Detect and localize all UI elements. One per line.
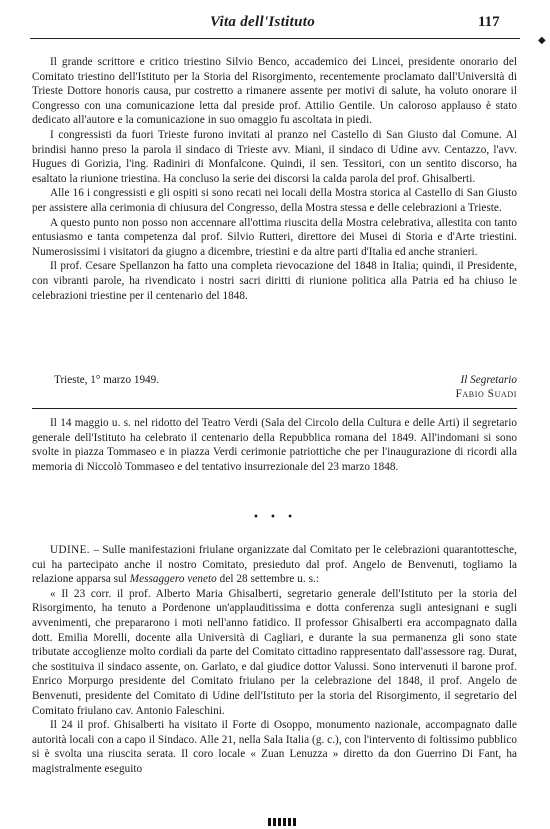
- section-divider: • • •: [252, 512, 298, 523]
- paragraph: Il 14 maggio u. s. nel ridotto del Teatro Verdi (Sala del Circolo della Cultura e delle Arti) il segretario generale dell'Istituto ha celebrato il centenario della Repubblica romana del 1849. All'indomani si sono svolte in piazza Tommaseo e in piazza Verdi cerimonie patriottiche che per l'inaugurazione di ricordi alla memoria di Niccolò Tommaseo e del tentativo insurrezionale del 23 marzo 1848.: [32, 417, 517, 473]
- signature-date: Trieste, 1° marzo 1949.: [54, 374, 160, 386]
- paragraph: Alle 16 i congressisti e gli ospiti si sono recati nei locali della Mostra storica al Castello di San Giusto per assistere alla cerimonia di chiusura del Congresso, della Mostra stessa e delle celebrazioni a Trieste.: [32, 187, 517, 214]
- paragraph: [32, 543, 517, 587]
- running-title: Vita dell'Istituto: [210, 14, 316, 30]
- paragraph-text: – Sulle manifestazioni friulane organizzate dal Comitato per le celebrazioni quarantottesche, cui ha partecipato anche il nostro Comitato, presieduto dal prof. Angelo de Benvenuti, togliamo la relazione apparsa sul: [32, 544, 517, 586]
- signature-role: Il Segretario: [460, 374, 517, 386]
- paragraph: A questo punto non posso non accennare all'ottima riuscita della Mostra celebrativa, allestita con tanto entusiasmo e tanta competenza dal prof. Silvio Rutteri, direttore dei Musei di Storia e d'Arte triestini. Numerosissimi i visitatori da giugno a dicembre, triestini e da altre parti d'Italia ed anche stranieri.: [32, 216, 517, 258]
- section-trieste-congress: [32, 55, 517, 303]
- header-rule: [30, 38, 520, 39]
- section-verdi-ceremony: [32, 416, 517, 474]
- quoted-paragraph: Il 24 il prof. Ghisalberti ha visitato il Forte di Osoppo, monumento nazionale, accompagnato dalle autorità locali con a capo il Sindaco. Alle 21, nella Sala Italia (g. c.), con l'intervento di foltissimo pubblico si è svolta una riuscita serata. Il coro locale « Zuan Lenuzza » diretto da don Guerrino Di Fant, ha magistralmente eseguito: [32, 719, 517, 775]
- running-header: [0, 10, 550, 46]
- paragraph-text: del 28 settembre u. s.:: [216, 573, 320, 586]
- margin-mark: ◆: [538, 35, 546, 46]
- newspaper-name: Messaggero veneto: [129, 573, 217, 586]
- place-heading: UDINE.: [50, 544, 90, 556]
- signature-block: [32, 373, 517, 403]
- paragraph: I congressisti da fuori Trieste furono invitati al pranzo nel Castello di San Giusto dal Comune. Al brindisi hanno preso la parola il sindaco di Trieste avv. Miani, il sindaco di Udine avv. Centazzo, l'avv. Hugues di Gorizia, l'ing. Radiniri di Monfalcone. Quindi, il sen. Tessitori, con un sentito discorso, ha esaltato la riunione triestina. Ha concluso la serie dei discorsi la calda parola del prof. Ghisalberti.: [32, 128, 517, 185]
- section-udine: [32, 543, 517, 777]
- page-number: 117: [478, 14, 500, 30]
- section-rule: [32, 408, 517, 409]
- quoted-paragraph: « Il 23 corr. il prof. Alberto Maria Ghisalberti, segretario generale dell'Istituto per la storia del Risorgimento, ha tenuto a Pordenone un'applauditissima e dotta conferenza sugli antesignani e sugli avvenimenti, che prepararono i moti nell'anno fatidico. Il professor Ghisalberti era accompagnato dalla dott. Emilia Morelli, docente alla Università di Cagliari, e durante la sua permanenza gli sono state tributate accoglienze molto cordiali da parte del Comitato cittadino rappresentato dall'assessore rag. Durat, che sostituiva il sindaco assente, on. Garlato, e dal giudice dottor Valussi. Sono intervenuti il barone prof. Enrico Morpurgo presidente del Comitato friulano per la celebrazione del 1848, il prof. Angelo de Benvenuti, presidente del Comitato di Udine dell'Istituto per la storia del Risorgimento, il segretario del Comitato friulano cav. Antonio Faleschini.: [32, 587, 517, 717]
- signature-name: Fabio Suadi: [455, 388, 517, 400]
- paragraph: Il prof. Cesare Spellanzon ha fatto una completa rievocazione del 1848 in Italia; quindi, il Presidente, con vibranti parole, ha rivendicato i nostri sacri diritti di riunione politica alla Patria ed ha chiuso le celebrazioni triestine per il centenario del 1848.: [32, 260, 517, 302]
- paragraph: Il grande scrittore e critico triestino Silvio Benco, accademico dei Lincei, presidente onorario del Comitato triestino dell'Istituto per la Storia del Risorgimento, recentemente proclamato dall'Università di Trieste Dottore honoris causa, pur costretto a rimanere assente per motivi di salute, ha voluto onorare il Congresso con una comunicazione letta dal preside prof. Attilio Gentile. Un caloroso applauso è stato dedicato all'autore e la comunicazione in suo omaggio fu ascoltata in piedi.: [32, 56, 517, 127]
- scan-mark: [268, 818, 298, 826]
